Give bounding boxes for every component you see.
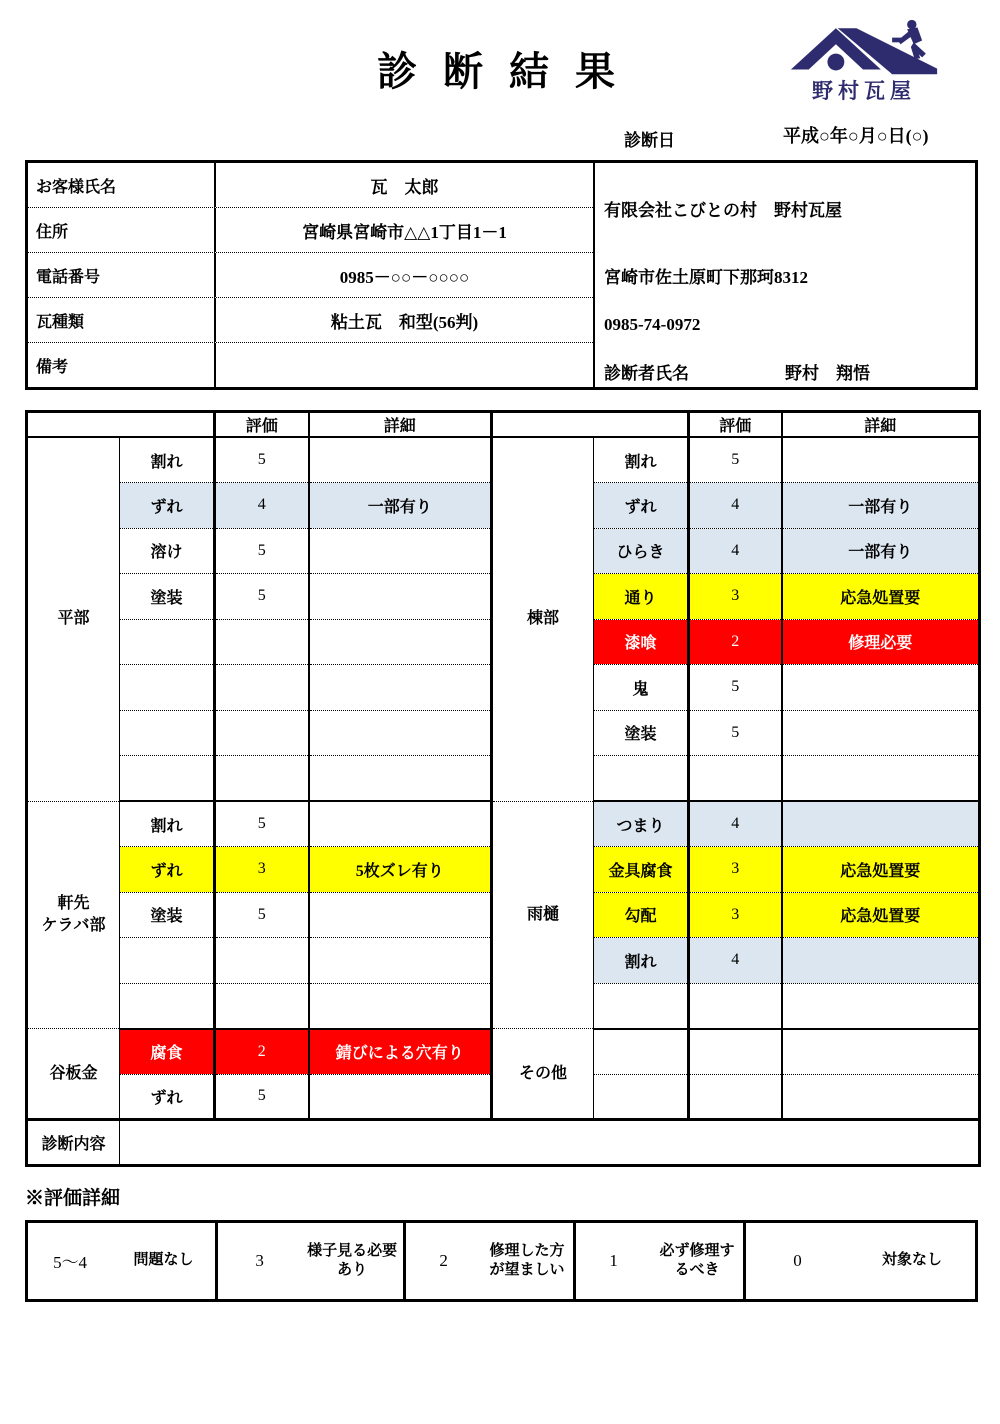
page-title: 診 断 結 果 bbox=[377, 49, 623, 94]
rating-cell: 4 bbox=[215, 483, 309, 529]
diagnosis-date-value: 平成○年○月○日(○) bbox=[783, 126, 929, 146]
rating-cell: 5 bbox=[215, 574, 309, 620]
legend-item bbox=[576, 1223, 746, 1299]
rating-cell: 5 bbox=[215, 892, 309, 938]
diagnosis-content-row bbox=[27, 1120, 980, 1166]
detail-cell: 応急処置要 bbox=[782, 892, 980, 938]
rating-cell: 5 bbox=[215, 1074, 309, 1120]
company-info bbox=[593, 163, 975, 387]
customer-row bbox=[28, 343, 593, 387]
detail-cell: 応急処置要 bbox=[782, 574, 980, 620]
logo-company-name: 野村瓦屋 bbox=[812, 79, 916, 103]
item-cell: 金具腐食 bbox=[594, 847, 689, 893]
detail-cell bbox=[309, 983, 492, 1029]
detail-cell bbox=[309, 938, 492, 984]
inspector-name-value: 野村 翔悟 bbox=[785, 364, 870, 383]
header-rating-right: 評価 bbox=[689, 412, 782, 438]
item-cell: 塗装 bbox=[594, 710, 689, 756]
header-rating-left: 評価 bbox=[215, 412, 309, 438]
item-cell: 割れ bbox=[120, 801, 215, 847]
item-cell bbox=[120, 983, 215, 1029]
rating-cell bbox=[215, 710, 309, 756]
diagnosis-content-label: 診断内容 bbox=[27, 1120, 120, 1166]
customer-fields bbox=[28, 163, 593, 387]
legend-item bbox=[406, 1223, 576, 1299]
tile-type-label: 瓦種類 bbox=[28, 298, 216, 342]
diagnosis-section bbox=[25, 410, 978, 1302]
table-row bbox=[27, 801, 980, 847]
detail-cell bbox=[309, 665, 492, 711]
rating-cell bbox=[215, 619, 309, 665]
rating-cell: 5 bbox=[215, 801, 309, 847]
item-cell bbox=[120, 665, 215, 711]
rating-cell: 4 bbox=[689, 938, 782, 984]
detail-cell: 一部有り bbox=[309, 483, 492, 529]
item-cell: 漆喰 bbox=[594, 619, 689, 665]
detail-cell: 一部有り bbox=[782, 528, 980, 574]
rating-cell: 4 bbox=[689, 528, 782, 574]
rating-cell bbox=[215, 938, 309, 984]
diagnosis-table-body bbox=[27, 437, 980, 1120]
rating-cell: 5 bbox=[689, 710, 782, 756]
detail-cell: 一部有り bbox=[782, 483, 980, 529]
detail-cell bbox=[782, 665, 980, 711]
item-cell bbox=[120, 938, 215, 984]
diagnosis-table-header bbox=[27, 412, 980, 438]
rating-cell bbox=[689, 1029, 782, 1075]
rating-cell: 4 bbox=[689, 483, 782, 529]
customer-row bbox=[28, 253, 593, 298]
legend-item bbox=[28, 1223, 218, 1299]
customer-name-value: 瓦 太郎 bbox=[370, 177, 439, 197]
item-cell: 塗装 bbox=[120, 574, 215, 620]
rating-cell: 4 bbox=[689, 801, 782, 847]
item-cell bbox=[594, 983, 689, 1029]
rating-cell: 2 bbox=[215, 1029, 309, 1075]
rating-legend-table bbox=[25, 1220, 978, 1302]
legend-title: ※評価詳細 bbox=[25, 1187, 121, 1209]
item-cell: 割れ bbox=[594, 437, 689, 483]
detail-cell bbox=[782, 710, 980, 756]
legend-item bbox=[746, 1223, 975, 1299]
item-cell: 塗装 bbox=[120, 892, 215, 938]
item-cell: 通り bbox=[594, 574, 689, 620]
customer-row bbox=[28, 163, 593, 208]
rating-cell bbox=[689, 1074, 782, 1120]
item-cell: つまり bbox=[594, 801, 689, 847]
diagnosis-table bbox=[25, 410, 981, 1167]
item-cell: 鬼 bbox=[594, 665, 689, 711]
item-cell: 勾配 bbox=[594, 892, 689, 938]
rating-cell bbox=[689, 756, 782, 802]
item-cell: ずれ bbox=[120, 1074, 215, 1120]
detail-cell bbox=[309, 1074, 492, 1120]
legend-score: 0 bbox=[793, 1250, 802, 1270]
detail-cell bbox=[782, 938, 980, 984]
company-logo bbox=[786, 16, 942, 105]
detail-cell bbox=[782, 1029, 980, 1075]
detail-cell bbox=[309, 528, 492, 574]
remarks-label: 備考 bbox=[28, 343, 216, 387]
section-label-left: 軒先 ケラバ部 bbox=[27, 801, 120, 1029]
rating-cell bbox=[689, 983, 782, 1029]
section-label-right: その他 bbox=[492, 1029, 594, 1120]
item-cell: ずれ bbox=[120, 847, 215, 893]
item-cell bbox=[120, 619, 215, 665]
diagnosis-content-section bbox=[27, 1120, 980, 1166]
header-blank-left bbox=[27, 412, 215, 438]
diagnosis-content-value bbox=[120, 1120, 980, 1166]
header-detail-left: 詳細 bbox=[309, 412, 492, 438]
detail-cell bbox=[309, 710, 492, 756]
detail-cell bbox=[782, 801, 980, 847]
detail-cell: 応急処置要 bbox=[782, 847, 980, 893]
rating-cell: 5 bbox=[689, 665, 782, 711]
rating-cell: 3 bbox=[689, 847, 782, 893]
item-cell: ずれ bbox=[120, 483, 215, 529]
header-blank-right bbox=[492, 412, 689, 438]
item-cell: 割れ bbox=[594, 938, 689, 984]
roofer-logo-icon bbox=[789, 16, 939, 78]
legend-score: 2 bbox=[439, 1250, 448, 1270]
legend-item bbox=[218, 1223, 406, 1299]
detail-cell: 5枚ズレ有り bbox=[309, 847, 492, 893]
section-label-left: 平部 bbox=[27, 437, 120, 801]
legend-label: 様子見る必要あり bbox=[307, 1242, 398, 1278]
rating-cell bbox=[215, 983, 309, 1029]
detail-cell bbox=[309, 756, 492, 802]
company-address: 宮崎市佐土原町下那珂8312 bbox=[604, 268, 808, 287]
address-value: 宮崎県宮崎市△△1丁目1－1 bbox=[302, 222, 507, 242]
address-label: 住所 bbox=[28, 208, 216, 252]
legend-score: 1 bbox=[609, 1250, 618, 1270]
rating-cell: 5 bbox=[215, 528, 309, 574]
diagnosis-date-label: 診断日 bbox=[624, 131, 675, 150]
detail-cell bbox=[782, 1074, 980, 1120]
item-cell: 溶け bbox=[120, 528, 215, 574]
section-label-left: 谷板金 bbox=[27, 1029, 120, 1120]
customer-name-label: お客様氏名 bbox=[28, 163, 216, 207]
customer-row bbox=[28, 208, 593, 253]
item-cell bbox=[594, 1074, 689, 1120]
item-cell bbox=[594, 756, 689, 802]
phone-label: 電話番号 bbox=[28, 253, 216, 297]
rating-cell: 5 bbox=[215, 437, 309, 483]
remarks-value bbox=[216, 343, 593, 387]
detail-cell: 修理必要 bbox=[782, 619, 980, 665]
rating-cell: 3 bbox=[215, 847, 309, 893]
item-cell bbox=[120, 710, 215, 756]
legend-label: 問題なし bbox=[133, 1252, 194, 1269]
rating-cell bbox=[215, 665, 309, 711]
header-detail-right: 詳細 bbox=[782, 412, 980, 438]
section-label-right: 棟部 bbox=[492, 437, 594, 801]
legend-label: 対象なし bbox=[882, 1252, 943, 1269]
item-cell: ずれ bbox=[594, 483, 689, 529]
legend-label: 修理した方が望ましい bbox=[489, 1242, 565, 1278]
company-phone: 0985-74-0972 bbox=[604, 315, 701, 334]
section-label-right: 雨樋 bbox=[492, 801, 594, 1029]
detail-cell: 錆びによる穴有り bbox=[309, 1029, 492, 1075]
detail-cell bbox=[782, 983, 980, 1029]
customer-info-table bbox=[25, 160, 978, 390]
detail-cell bbox=[309, 892, 492, 938]
rating-cell: 5 bbox=[689, 437, 782, 483]
rating-cell: 2 bbox=[689, 619, 782, 665]
customer-row bbox=[28, 298, 593, 343]
rating-cell: 3 bbox=[689, 574, 782, 620]
detail-cell bbox=[309, 619, 492, 665]
item-cell: 割れ bbox=[120, 437, 215, 483]
detail-cell bbox=[782, 756, 980, 802]
detail-cell bbox=[309, 801, 492, 847]
tile-type-value: 粘土瓦 和型(56判) bbox=[330, 312, 479, 332]
phone-value: 0985－○○－○○○○ bbox=[339, 267, 470, 287]
item-cell bbox=[120, 756, 215, 802]
rating-cell bbox=[215, 756, 309, 802]
inspector-name-label: 診断者氏名 bbox=[604, 364, 689, 383]
table-row bbox=[27, 1029, 980, 1075]
detail-cell bbox=[782, 437, 980, 483]
item-cell: ひらき bbox=[594, 528, 689, 574]
item-cell bbox=[594, 1029, 689, 1075]
detail-cell bbox=[309, 574, 492, 620]
detail-cell bbox=[309, 437, 492, 483]
rating-cell: 3 bbox=[689, 892, 782, 938]
item-cell: 腐食 bbox=[120, 1029, 215, 1075]
table-row bbox=[27, 437, 980, 483]
legend-label: 必ず修理するべき bbox=[659, 1242, 735, 1278]
legend-score: 3 bbox=[255, 1250, 264, 1270]
legend-score: 5～4 bbox=[53, 1253, 88, 1272]
company-name: 有限会社こびとの村 野村瓦屋 bbox=[604, 201, 842, 220]
